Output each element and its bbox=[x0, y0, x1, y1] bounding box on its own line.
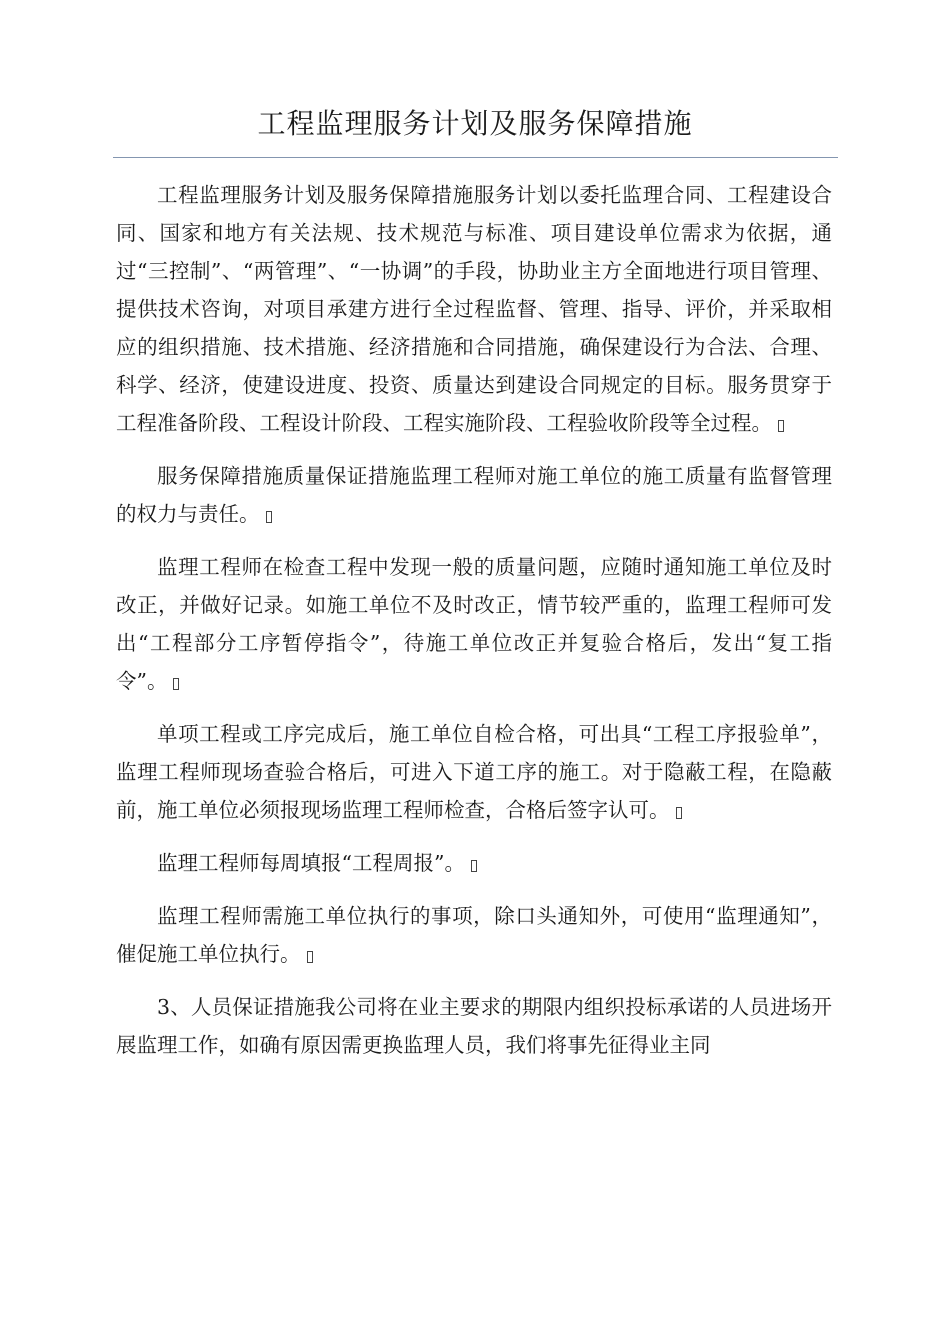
paragraph-6 bbox=[116, 897, 832, 973]
paragraph-text: 单项工程或工序完成后，施工单位自检合格，可出具“工程工序报验单”，监理工程师现场查验合格后，可进入下道工序的施工。对于隐蔽工程，在隐蔽前，施工单位必须报现场监理工程师检查，合格后签字认可。 bbox=[116, 722, 832, 822]
paragraph-text: 监理工程师在检查工程中发现一般的质量问题，应随时通知施工单位及时改正，并做好记录。如施工单位不及时改正，情节较严重的，监理工程师可发出“工程部分工序暂停指令”，待施工单位改正并复验合格后，发出“复工指令”。 bbox=[116, 555, 832, 693]
paragraph-text: 监理工程师需施工单位执行的事项，除口头通知外，可使用“监理通知”，催促施工单位执行。 bbox=[116, 904, 832, 966]
paragraph-mark-icon bbox=[676, 807, 682, 819]
paragraph-1 bbox=[116, 176, 832, 442]
paragraph-2 bbox=[116, 457, 832, 533]
paragraph-mark-icon bbox=[173, 678, 179, 690]
paragraph-mark-icon bbox=[778, 420, 784, 432]
paragraph-text: 服务保障措施质量保证措施监理工程师对施工单位的施工质量有监督管理的权力与责任。 bbox=[116, 464, 832, 526]
paragraph-4 bbox=[116, 715, 832, 829]
paragraph-3 bbox=[116, 548, 832, 700]
document-body bbox=[116, 176, 832, 1079]
paragraph-mark-icon bbox=[307, 951, 313, 963]
paragraph-mark-icon bbox=[471, 860, 477, 872]
paragraph-text: 监理工程师每周填报“工程周报”。 bbox=[157, 851, 465, 875]
paragraph-5 bbox=[116, 844, 832, 882]
paragraph-text: 3、人员保证措施我公司将在业主要求的期限内组织投标承诺的人员进场开展监理工作，如确有原因需更换监理人员，我们将事先征得业主同 bbox=[116, 995, 832, 1057]
page-title: 工程监理服务计划及服务保障措施 bbox=[257, 107, 693, 140]
title-divider bbox=[113, 157, 838, 158]
paragraph-text: 工程监理服务计划及服务保障措施服务计划以委托监理合同、工程建设合同、国家和地方有关法规、技术规范与标准、项目建设单位需求为依据，通过“三控制”、“两管理”、“一协调”的手段，协助业主方全面地进行项目管理、提供技术咨询，对项目承建方进行全过程监督、管理、指导、评价，并采取相应的组织措施、技术措施、经济措施和合同措施，确保建设行为合法、合理、科学、经济，使建设进度、投资、质量达到建设合同规定的目标。服务贯穿于工程准备阶段、工程设计阶段、工程实施阶段、工程验收阶段等全过程。 bbox=[116, 183, 832, 435]
paragraph-mark-icon bbox=[266, 511, 272, 523]
paragraph-7 bbox=[116, 988, 832, 1064]
